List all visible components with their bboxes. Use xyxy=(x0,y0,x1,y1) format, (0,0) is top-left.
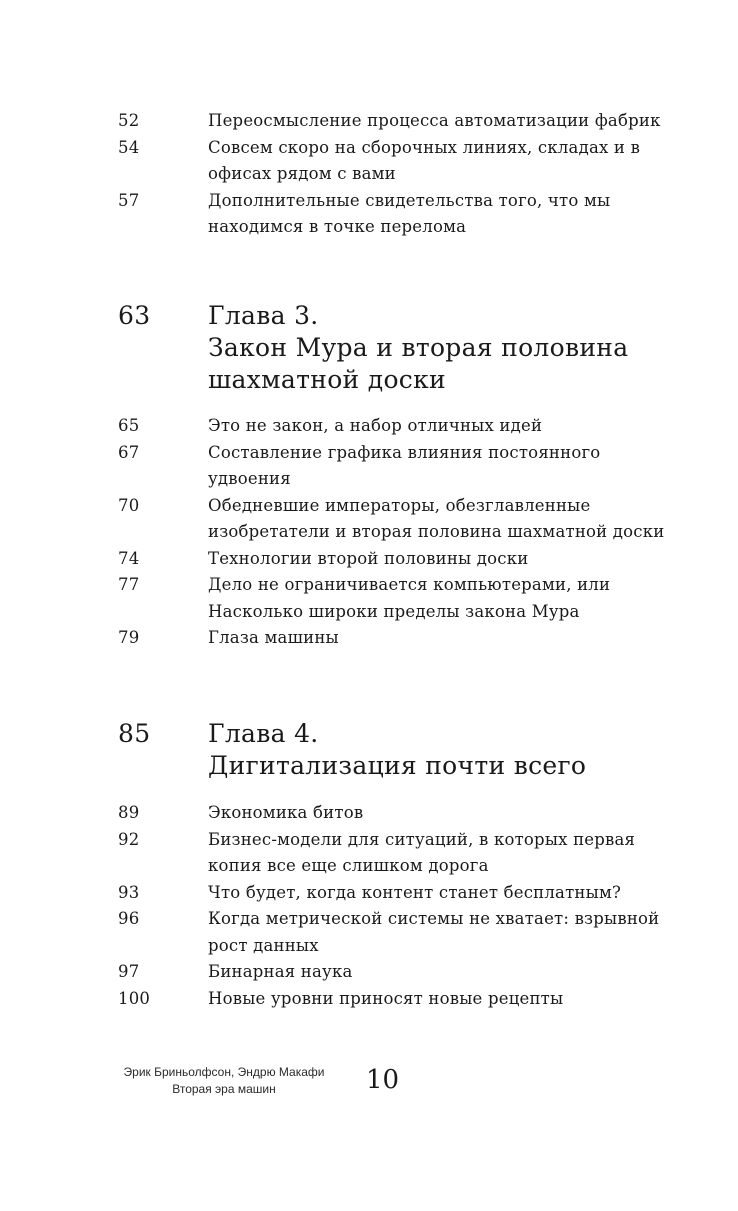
toc-entry-title: Что будет, когда контент станет бесплатным? xyxy=(208,882,622,902)
toc-entry xyxy=(0,986,738,1013)
toc-entry-page: 77 xyxy=(118,575,140,594)
toc-entry-title: Обедневшие императоры, обезглавленные изобретатели и вторая половина шахматной доски xyxy=(208,495,665,541)
toc-entry xyxy=(0,413,738,440)
toc-entry-title: Дополнительные свидетельства того, что мы находимся в точке перелома xyxy=(208,190,611,236)
toc-entry-page: 52 xyxy=(118,111,140,130)
toc-entry-title: Переосмысление процесса автоматизации фабрик xyxy=(208,111,661,130)
toc-entry-page: 96 xyxy=(118,909,140,928)
toc-entry-page: 67 xyxy=(118,442,140,462)
toc-entry xyxy=(0,906,738,959)
running-footer xyxy=(118,1064,330,1098)
page-number: 10 xyxy=(366,1065,400,1095)
toc-entry-page: 93 xyxy=(118,882,140,902)
toc-entry-page: 97 xyxy=(118,962,140,981)
toc-entry xyxy=(0,959,738,986)
toc-entry-title: Технологии второй половины доски xyxy=(208,548,529,568)
chapter-title-line: шахматной доски xyxy=(208,365,446,394)
toc-entry-title: Бизнес-модели для ситуаций, в которых первая копия все еще слишком дорога xyxy=(208,829,636,875)
toc-entry-title: Новые уровни приносят новые рецепты xyxy=(208,988,564,1008)
toc-entry-title: Составление графика влияния постоянного удвоения xyxy=(208,442,601,488)
toc-entry-page: 70 xyxy=(118,495,140,515)
toc-entry-title: Экономика битов xyxy=(208,803,364,822)
toc-entry xyxy=(0,108,738,135)
toc-entry-title: Это не закон, а набор отличных идей xyxy=(208,416,543,435)
chapter-3-entries xyxy=(0,413,738,652)
chapter-label: Глава 3. xyxy=(208,301,319,330)
footer-book-title: Вторая эра машин xyxy=(172,1082,276,1096)
toc-entry-page: 92 xyxy=(118,829,140,849)
toc-entry-title: Совсем скоро на сборочных линиях, складах и в офисах рядом с вами xyxy=(208,137,641,183)
chapter-page: 63 xyxy=(118,301,151,330)
toc-entry-page: 89 xyxy=(118,803,140,822)
toc-entry xyxy=(0,827,738,880)
toc-entry xyxy=(0,546,738,573)
toc-entry xyxy=(0,625,738,652)
chapter-4-entries xyxy=(0,800,738,1012)
toc-entry xyxy=(0,188,738,241)
chapter-page: 85 xyxy=(118,719,151,748)
toc-entry-page: 79 xyxy=(118,628,140,647)
toc-entry xyxy=(0,493,738,546)
toc-entry xyxy=(0,135,738,188)
toc-entry-page: 57 xyxy=(118,190,140,210)
toc-entry xyxy=(0,440,738,493)
footer-authors: Эрик Бриньолфсон, Эндрю Макафи xyxy=(123,1065,325,1079)
toc-entry-title: Глаза машины xyxy=(208,628,339,647)
toc-top-section xyxy=(0,108,738,241)
chapter-3-heading xyxy=(0,300,738,396)
toc-entry-page: 100 xyxy=(118,988,151,1008)
toc-entry-page: 54 xyxy=(118,137,140,157)
chapter-title-line: Дигитализация почти всего xyxy=(208,751,587,780)
toc-entry xyxy=(0,800,738,827)
chapter-4-heading xyxy=(0,718,738,782)
toc-entry-page: 74 xyxy=(118,548,140,568)
toc-entry-title: Дело не ограничивается компьютерами, или Насколько широки пределы закона Мура xyxy=(208,575,611,621)
chapter-title-line: Закон Мура и вторая половина xyxy=(208,333,629,362)
toc-entry xyxy=(0,880,738,907)
toc-entry-page: 65 xyxy=(118,416,140,435)
toc-entry-title: Когда метрической системы не хватает: взрывной рост данных xyxy=(208,909,660,955)
toc-entry xyxy=(0,572,738,625)
toc-entry-title: Бинарная наука xyxy=(208,962,353,981)
chapter-label: Глава 4. xyxy=(208,719,319,748)
